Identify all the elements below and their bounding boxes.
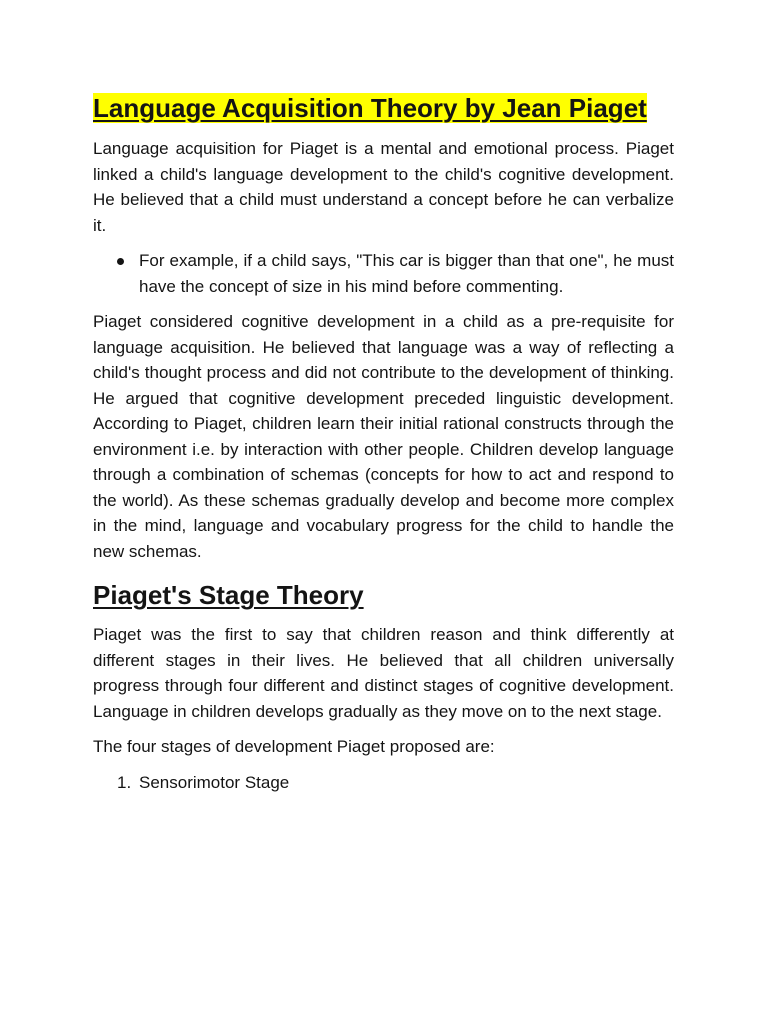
stages-list <box>93 770 674 796</box>
bullet-dot-icon <box>117 258 124 265</box>
list-item <box>93 248 674 299</box>
intro-paragraph: Language acquisition for Piaget is a mental and emotional process. Piaget linked a child's language development to the child's cognitive development. He believed that a child must understand a concept before he can verbalize it. <box>93 139 674 235</box>
section-heading: Piaget's Stage Theory <box>93 580 364 610</box>
cognitive-development-paragraph: Piaget considered cognitive development in a child as a pre-requisite for language acquisition. He believed that language was a way of reflecting a child's thought process and did not contribute to the development of thinking. He argued that cognitive development preceded linguistic development. According to Piaget, children learn their initial rational constructs through the environment i.e. by interaction with other people. Children develop language through a combination of schemas (concepts for how to act and respond to the world). As these schemas gradually develop and become more complex in the mind, language and vocabulary progress for the child to handle the new schemas. <box>93 312 674 561</box>
list-item <box>93 770 674 796</box>
list-item-text: Sensorimotor Stage <box>139 772 290 792</box>
stages-intro-paragraph: The four stages of development Piaget proposed are: <box>93 737 495 756</box>
list-number: 1. <box>117 772 132 792</box>
stage-theory-paragraph: Piaget was the first to say that children reason and think differently at different stages in their lives. He believed that all children universally progress through four different and distinct stages of cognitive development. Language in children develops gradually as they move on to the next stage. <box>93 625 674 721</box>
list-item-text: For example, if a child says, "This car is bigger than that one", he must have the concept of size in his mind before commenting. <box>139 251 674 296</box>
document-page <box>93 88 674 795</box>
example-list <box>93 248 674 299</box>
title-highlight: Language Acquisition Theory by Jean Piaget <box>93 93 647 123</box>
page-title <box>93 88 674 128</box>
